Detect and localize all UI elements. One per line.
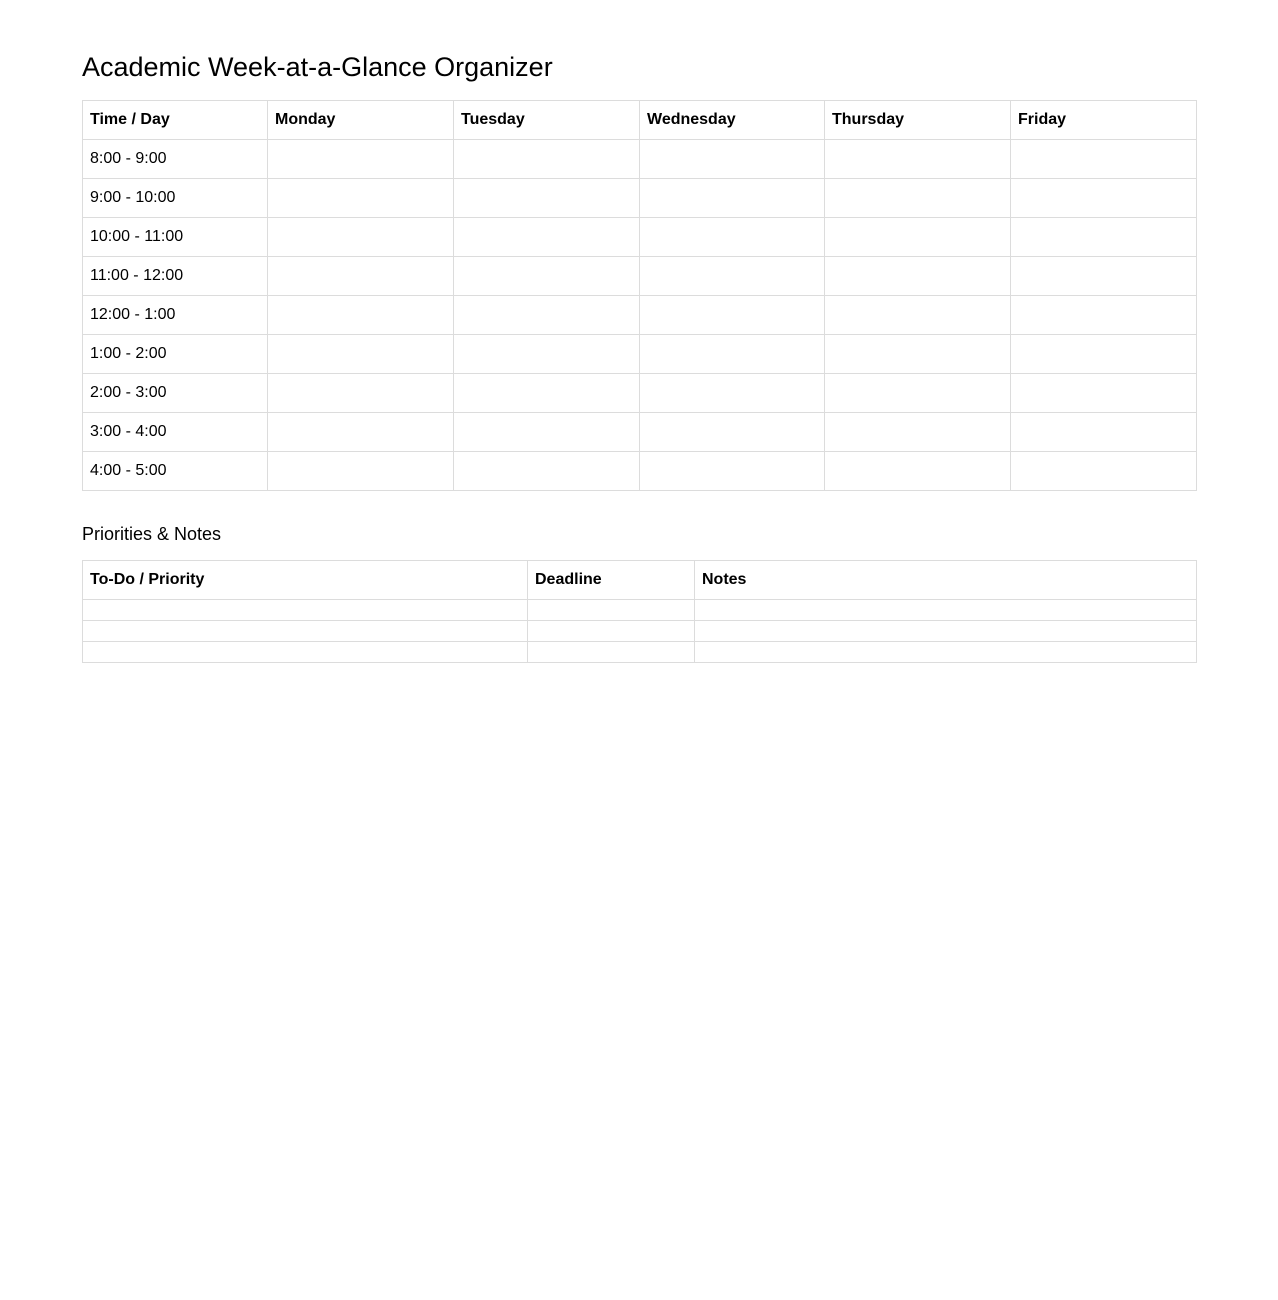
todo-cell[interactable] [83, 600, 528, 621]
time-slot-label: 11:00 - 12:00 [83, 257, 268, 296]
schedule-cell-monday[interactable] [268, 179, 454, 218]
time-slot-label: 2:00 - 3:00 [83, 374, 268, 413]
notes-cell[interactable] [695, 642, 1197, 663]
schedule-header-row [83, 101, 1197, 140]
schedule-row [83, 413, 1197, 452]
schedule-cell-thursday[interactable] [825, 257, 1011, 296]
schedule-cell-tuesday[interactable] [454, 140, 640, 179]
priority-row [83, 621, 1197, 642]
time-slot-label: 9:00 - 10:00 [83, 179, 268, 218]
header-wednesday: Wednesday [640, 101, 825, 140]
schedule-cell-tuesday[interactable] [454, 257, 640, 296]
time-slot-label: 3:00 - 4:00 [83, 413, 268, 452]
notes-cell[interactable] [695, 600, 1197, 621]
header-deadline: Deadline [528, 561, 695, 600]
schedule-cell-friday[interactable] [1011, 218, 1197, 257]
schedule-cell-thursday[interactable] [825, 452, 1011, 491]
schedule-row [83, 335, 1197, 374]
schedule-cell-tuesday[interactable] [454, 179, 640, 218]
schedule-cell-wednesday[interactable] [640, 140, 825, 179]
schedule-cell-friday[interactable] [1011, 179, 1197, 218]
schedule-cell-wednesday[interactable] [640, 335, 825, 374]
schedule-cell-monday[interactable] [268, 335, 454, 374]
schedule-cell-thursday[interactable] [825, 179, 1011, 218]
schedule-cell-thursday[interactable] [825, 335, 1011, 374]
schedule-row [83, 452, 1197, 491]
schedule-cell-friday[interactable] [1011, 413, 1197, 452]
schedule-cell-friday[interactable] [1011, 257, 1197, 296]
schedule-cell-monday[interactable] [268, 296, 454, 335]
schedule-cell-wednesday[interactable] [640, 452, 825, 491]
priorities-header-row [83, 561, 1197, 600]
priority-row [83, 642, 1197, 663]
schedule-cell-monday[interactable] [268, 452, 454, 491]
header-notes: Notes [695, 561, 1197, 600]
schedule-row [83, 374, 1197, 413]
deadline-cell[interactable] [528, 600, 695, 621]
schedule-cell-monday[interactable] [268, 374, 454, 413]
weekly-schedule-table [82, 100, 1197, 491]
schedule-cell-tuesday[interactable] [454, 452, 640, 491]
schedule-row [83, 296, 1197, 335]
notes-cell[interactable] [695, 621, 1197, 642]
schedule-cell-friday[interactable] [1011, 335, 1197, 374]
header-todo-priority: To-Do / Priority [83, 561, 528, 600]
schedule-cell-friday[interactable] [1011, 374, 1197, 413]
todo-cell[interactable] [83, 621, 528, 642]
schedule-cell-monday[interactable] [268, 413, 454, 452]
schedule-cell-monday[interactable] [268, 140, 454, 179]
schedule-cell-wednesday[interactable] [640, 179, 825, 218]
schedule-cell-tuesday[interactable] [454, 218, 640, 257]
todo-cell[interactable] [83, 642, 528, 663]
priorities-heading: Priorities & Notes [82, 524, 222, 544]
schedule-cell-thursday[interactable] [825, 413, 1011, 452]
schedule-cell-wednesday[interactable] [640, 218, 825, 257]
header-friday: Friday [1011, 101, 1197, 140]
page-title: Academic Week-at-a-Glance Organizer [82, 52, 553, 82]
priorities-table [82, 560, 1197, 663]
schedule-row [83, 257, 1197, 296]
time-slot-label: 1:00 - 2:00 [83, 335, 268, 374]
schedule-cell-thursday[interactable] [825, 296, 1011, 335]
schedule-cell-tuesday[interactable] [454, 374, 640, 413]
schedule-cell-monday[interactable] [268, 257, 454, 296]
schedule-row [83, 179, 1197, 218]
time-slot-label: 12:00 - 1:00 [83, 296, 268, 335]
schedule-cell-wednesday[interactable] [640, 413, 825, 452]
priority-row [83, 600, 1197, 621]
schedule-cell-monday[interactable] [268, 218, 454, 257]
schedule-cell-wednesday[interactable] [640, 374, 825, 413]
schedule-cell-thursday[interactable] [825, 218, 1011, 257]
schedule-cell-friday[interactable] [1011, 452, 1197, 491]
schedule-cell-tuesday[interactable] [454, 296, 640, 335]
time-slot-label: 8:00 - 9:00 [83, 140, 268, 179]
deadline-cell[interactable] [528, 621, 695, 642]
deadline-cell[interactable] [528, 642, 695, 663]
schedule-cell-thursday[interactable] [825, 140, 1011, 179]
schedule-cell-thursday[interactable] [825, 374, 1011, 413]
schedule-row [83, 140, 1197, 179]
schedule-cell-friday[interactable] [1011, 296, 1197, 335]
header-time-day: Time / Day [83, 101, 268, 140]
header-monday: Monday [268, 101, 454, 140]
schedule-row [83, 218, 1197, 257]
header-thursday: Thursday [825, 101, 1011, 140]
header-tuesday: Tuesday [454, 101, 640, 140]
schedule-cell-tuesday[interactable] [454, 335, 640, 374]
schedule-cell-wednesday[interactable] [640, 257, 825, 296]
time-slot-label: 4:00 - 5:00 [83, 452, 268, 491]
time-slot-label: 10:00 - 11:00 [83, 218, 268, 257]
schedule-cell-wednesday[interactable] [640, 296, 825, 335]
schedule-cell-friday[interactable] [1011, 140, 1197, 179]
schedule-cell-tuesday[interactable] [454, 413, 640, 452]
